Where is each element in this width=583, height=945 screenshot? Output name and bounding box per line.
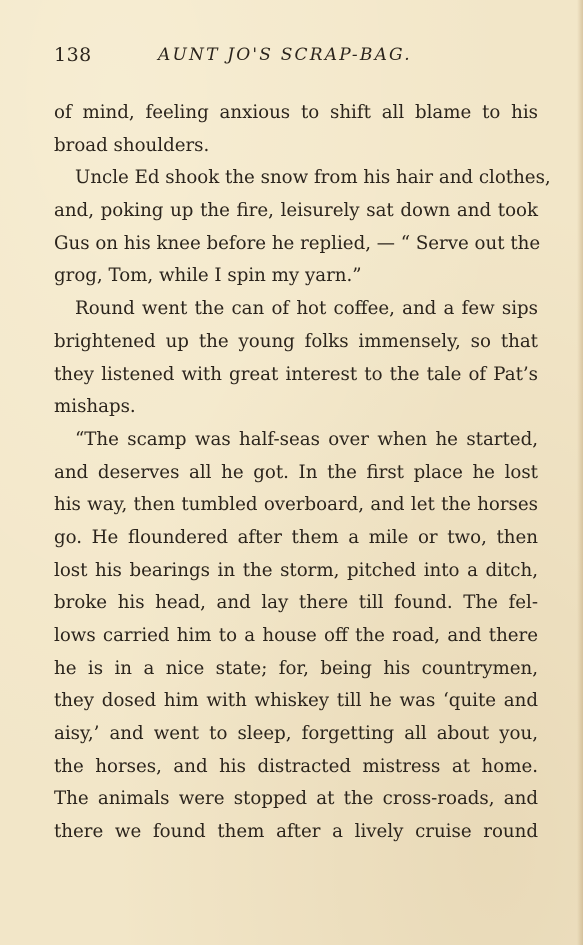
text-line: broad shoulders. [54, 134, 210, 156]
running-head: AUNT JO'S SCRAP-BAG. [158, 45, 412, 65]
text-line: there we found them after a lively cruise round [54, 821, 538, 843]
text-line: of mind, feeling anxious to shift all blame to his [54, 102, 538, 123]
text-line: his way, then tumbled overboard, and let the horses [54, 494, 538, 516]
text-line: they dosed him with whiskey till he was ‘quite and [54, 690, 538, 712]
page-header [54, 44, 540, 70]
page-edge-shadow [577, 0, 583, 945]
text-line: Round went the can of hot coffee, and a few sips [75, 298, 538, 320]
text-line: they listened with great interest to the tale of Pat’s [54, 363, 538, 385]
text-line: broke his head, and lay there till found. The fel- [54, 592, 538, 614]
text-line: lost his bearings in the storm, pitched into a ditch, [54, 559, 538, 581]
body-text [54, 97, 551, 849]
text-line: and, poking up the fire, leisurely sat down and took [54, 200, 538, 222]
text-line: he is in a nice state; for, being his countrymen, [54, 657, 538, 679]
page-number: 138 [54, 44, 92, 66]
text-line: Gus on his knee before he replied, — “ Serve out the [54, 232, 541, 254]
text-line: go. He floundered after them a mile or two, then [54, 526, 538, 548]
text-line: brightened up the young folks immensely, so that [54, 330, 538, 352]
text-line: the horses, and his distracted mistress at home. [54, 755, 538, 777]
text-line: The animals were stopped at the cross-roads, and [54, 788, 538, 810]
text-line: grog, Tom, while I spin my yarn.” [54, 265, 362, 287]
text-line: mishaps. [54, 396, 136, 418]
text-line: aisy,’ and went to sleep, forgetting all about you, [54, 723, 538, 745]
text-line: and deserves all he got. In the first place he lost [54, 461, 538, 483]
text-line: Uncle Ed shook the snow from his hair and clothes, [75, 167, 551, 189]
text-line: “The scamp was half-seas over when he started, [75, 428, 538, 450]
text-line: lows carried him to a house off the road, and there [54, 625, 538, 646]
